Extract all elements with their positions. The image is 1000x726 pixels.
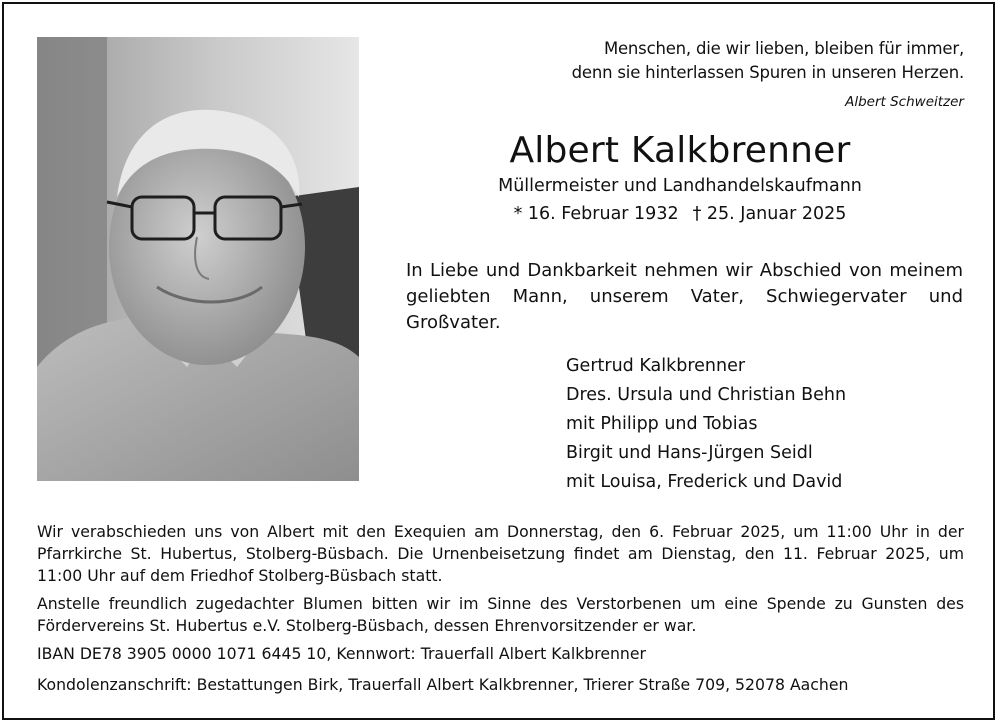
birth-date: * 16. Februar 1932 xyxy=(513,204,679,224)
family-member: Gertrud Kalkbrenner xyxy=(566,356,746,376)
donation-request: Anstelle freundlich zugedachter Blumen bitten wir im Sinne des Verstorbenen um eine Spende zu Gunsten des Fördervereins St. Hubertus e.V. Stolberg-Büsbach, dessen Ehrenvorsitzender er war. xyxy=(37,594,964,635)
condolence-address: Kondolenzanschrift: Bestattungen Birk, Trauerfall Albert Kalkbrenner, Trierer Straße 709, 52078 Aachen xyxy=(37,675,849,694)
quote-line-2: denn sie hinterlassen Spuren in unseren Herzen. xyxy=(571,63,964,82)
family-list xyxy=(566,352,966,497)
portrait-photo xyxy=(37,37,359,481)
bank-details: IBAN DE78 3905 0000 1071 6445 10, Kennwort: Trauerfall Albert Kalkbrenner xyxy=(37,644,646,663)
deceased-name: Albert Kalkbrenner xyxy=(509,130,851,171)
quote-line-1: Menschen, die wir lieben, bleiben für immer, xyxy=(603,39,964,58)
quote-author: Albert Schweitzer xyxy=(845,94,964,110)
memorial-quote xyxy=(480,37,964,85)
family-member: mit Philipp und Tobias xyxy=(566,414,758,434)
death-date: † 25. Januar 2025 xyxy=(692,204,847,224)
family-member: Birgit und Hans-Jürgen Seidl xyxy=(566,443,813,463)
deceased-profession: Müllermeister und Landhandelskaufmann xyxy=(498,176,862,196)
farewell-text: In Liebe und Dankbarkeit nehmen wir Abschied von meinem geliebten Mann, unserem Vater, Schwiegervater und Großvater. xyxy=(406,260,963,333)
family-member: Dres. Ursula und Christian Behn xyxy=(566,385,847,405)
service-details: Wir verabschieden uns von Albert mit den Exequien am Donnerstag, den 6. Februar 2025, um 11:00 Uhr in der Pfarrkirche St. Hubertus, Stolberg-Büsbach. Die Urnenbeisetzung findet am Dienstag, den 11. Februar 2025, um 11:00 Uhr auf dem Friedhof Stolberg-Büsbach statt. xyxy=(37,522,964,585)
family-member: mit Louisa, Frederick und David xyxy=(566,472,843,492)
life-dates xyxy=(380,203,980,225)
